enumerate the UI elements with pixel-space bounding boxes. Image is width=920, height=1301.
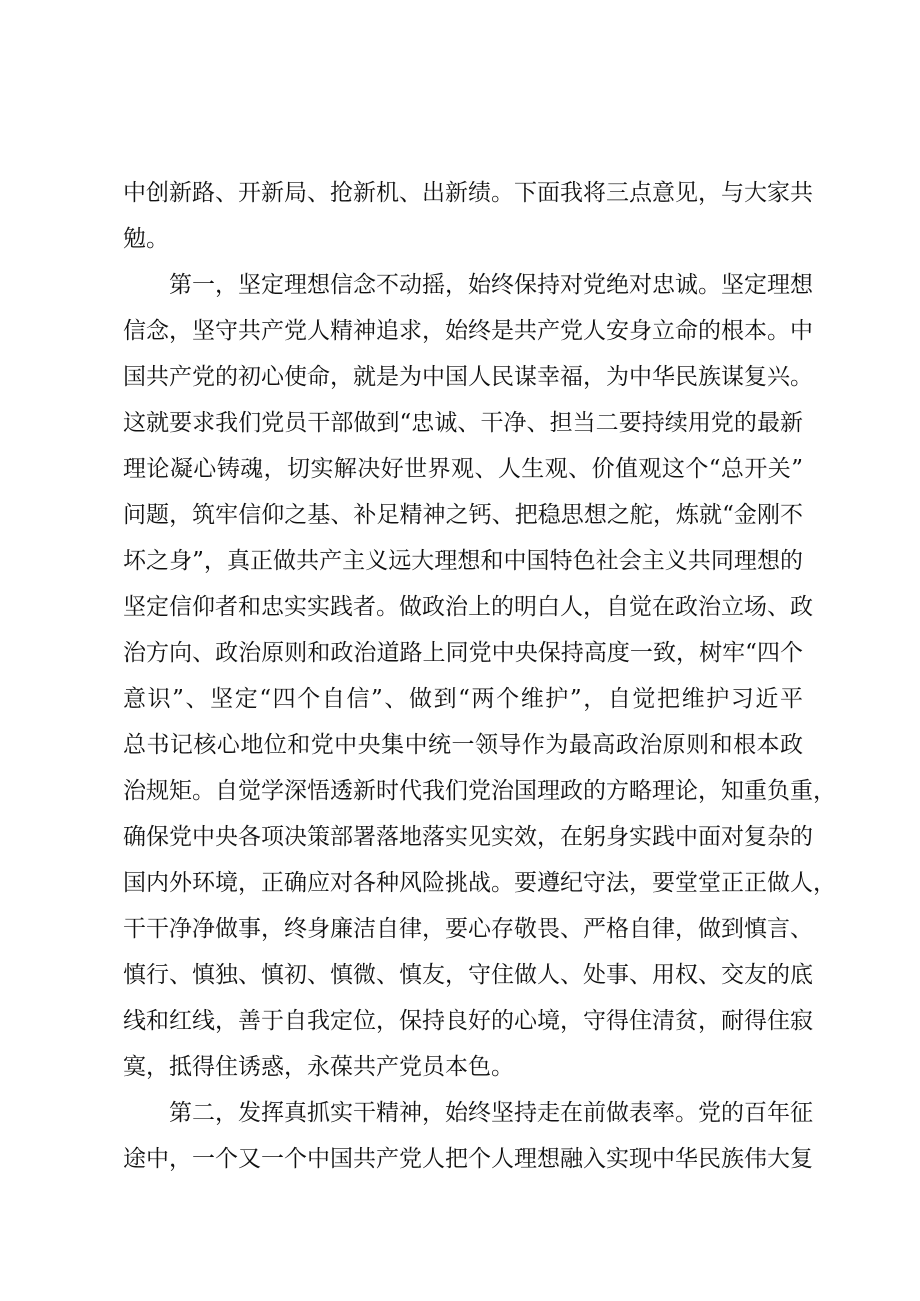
- text-line: 确保党中央各项决策部署落地落实见实效，在躬身实践中面对复杂的: [123, 824, 813, 850]
- text-line: 理论凝心铸魂，切实解决好世界观、人生观、价值观这个“总开关”: [123, 456, 803, 482]
- text-line: 问题，筑牢信仰之基、补足精神之钙、把稳思想之舵，炼就“金刚不: [123, 502, 803, 528]
- paragraph-first-line: 第一，坚定理想信念不动摇，始终保持对党绝对忠诚。坚定理想: [169, 272, 813, 298]
- text-line: 慎行、慎独、慎初、慎微、慎友，守住做人、处事、用权、交友的底: [123, 962, 813, 988]
- body-text: [123, 170, 836, 1182]
- text-line: 勉。: [123, 226, 169, 252]
- text-line: 线和红线，善于自我定位，保持良好的心境，守得住清贫，耐得住寂: [123, 1008, 813, 1034]
- text-line: 途中，一个又一个中国共产党人把个人理想融入实现中华民族伟大复: [123, 1146, 813, 1172]
- text-line: 国内外环境，正确应对各种风险挑战。要遵纪守法，要堂堂正正做人，: [123, 870, 836, 896]
- paragraph-first-line: 第二，发挥真抓实干精神，始终坚持走在前做表率。党的百年征: [169, 1100, 813, 1126]
- text-line: 治方向、政治原则和政治道路上同党中央保持高度一致，树牢“四个: [123, 640, 803, 666]
- text-line: 治规矩。自觉学深悟透新时代我们党治国理政的方略理论，知重负重，: [123, 778, 836, 804]
- text-line: 中创新路、开新局、抢新机、出新绩。下面我将三点意见，与大家共: [123, 180, 813, 206]
- text-line: 坚定信仰者和忠实实践者。做政治上的明白人，自觉在政治立场、政: [123, 594, 813, 620]
- text-line: 坏之身”，真正做共产主义远大理想和中国特色社会主义共同理想的: [123, 548, 803, 574]
- text-line: 信念，坚守共产党人精神追求，始终是共产党人安身立命的根本。中: [123, 318, 813, 344]
- text-line: 干干净净做事，终身廉洁自律，要心存敬畏、严格自律，做到慎言、: [123, 916, 813, 942]
- text-line: 这就要求我们党员干部做到“忠诚、干净、担当二要持续用党的最新: [123, 410, 803, 436]
- text-line: 国共产党的初心使命，就是为中国人民谋幸福，为中华民族谋复兴。: [123, 364, 813, 390]
- text-line: 总书记核心地位和党中央集中统一领导作为最高政治原则和根本政: [123, 732, 803, 758]
- text-line: 寞，抵得住诱惑，永葆共产党员本色。: [123, 1054, 514, 1080]
- text-line: 意识”、坚定“四个自信”、做到“两个维护”，自觉把维护习近平: [123, 686, 803, 712]
